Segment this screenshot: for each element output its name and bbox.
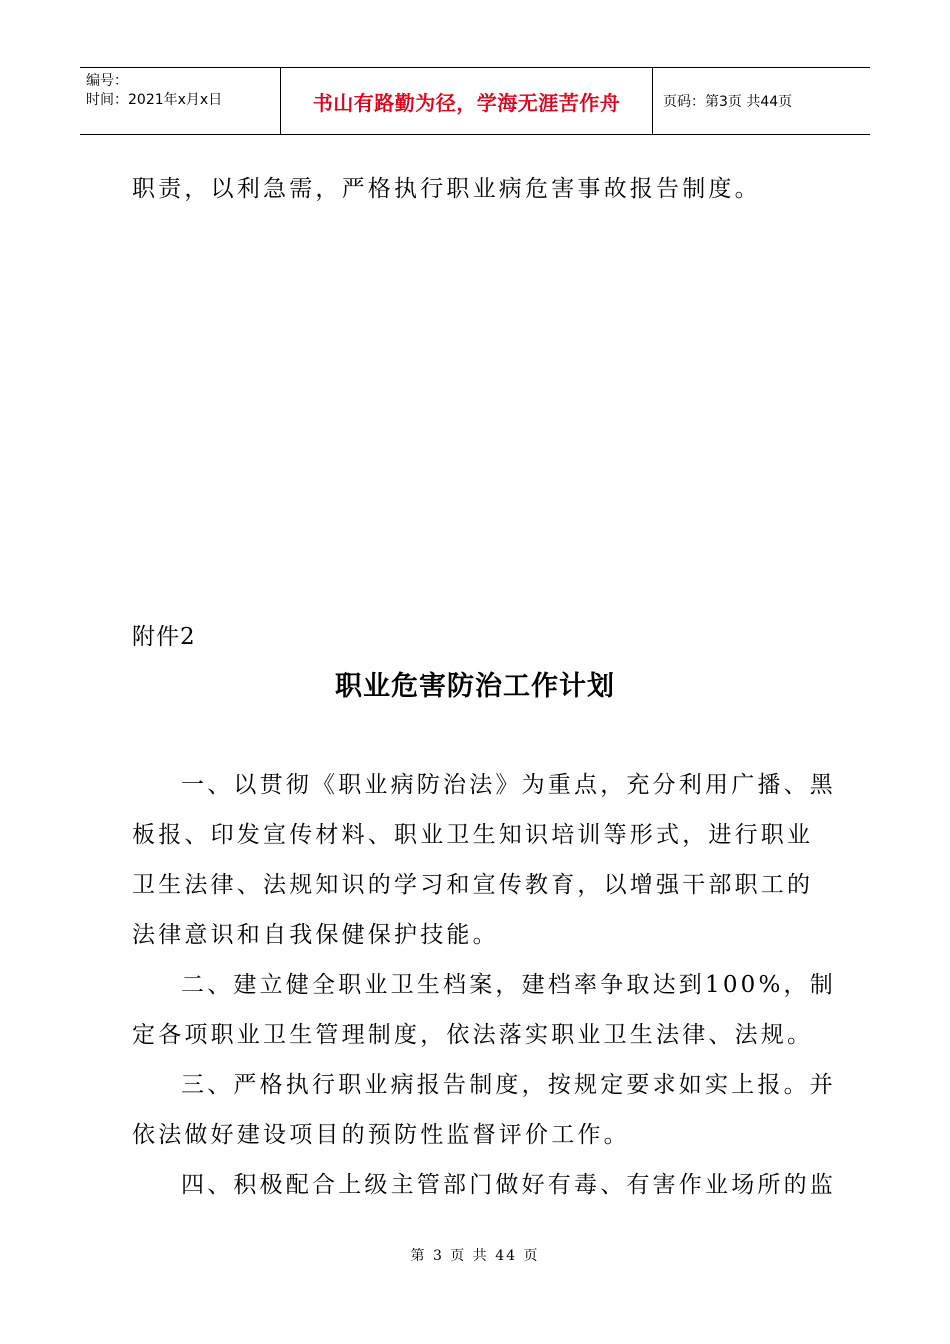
paragraph-2-line-1: 二、建立健全职业卫生档案，建档率争取达到100%，制 <box>181 972 836 998</box>
document-number-label: 编号： <box>86 73 128 89</box>
paragraph-4-line-1: 四、积极配合上级主管部门做好有毒、有害作业场所的监 <box>181 1172 836 1198</box>
paragraph-1-line-1: 一、以贯彻《职业病防治法》为重点，充分利用广播、黑 <box>181 772 836 798</box>
document-title: 职业危害防治工作计划 <box>335 671 615 702</box>
header-motto: 书山有路勤为径，学海无涯苦作舟 <box>281 68 653 134</box>
page-footer: 第 3 页 共 44 页 <box>410 1248 540 1264</box>
header-meta <box>80 68 281 134</box>
paragraph-2-line-2: 定各项职业卫生管理制度，依法落实职业卫生法律、法规。 <box>132 1022 814 1048</box>
paragraph-1-line-3: 卫生法律、法规知识的学习和宣传教育，以增强干部职工的 <box>132 872 814 898</box>
continuation-paragraph: 职责，以利急需，严格执行职业病危害事故报告制度。 <box>132 176 761 202</box>
header-page-info: 页码：第3页 共44页 <box>663 94 793 110</box>
paragraph-3-line-1: 三、严格执行职业病报告制度，按规定要求如实上报。并 <box>181 1072 836 1098</box>
document-time-label: 时间：2021年x月x日 <box>86 92 223 108</box>
paragraph-1-line-2: 板报、印发宣传材料、职业卫生知识培训等形式，进行职业 <box>132 822 814 848</box>
page-header <box>80 67 870 135</box>
attachment-label: 附件2 <box>132 624 196 650</box>
paragraph-1-line-4: 法律意识和自我保健保护技能。 <box>132 922 499 948</box>
paragraph-3-line-2: 依法做好建设项目的预防性监督评价工作。 <box>132 1122 630 1148</box>
